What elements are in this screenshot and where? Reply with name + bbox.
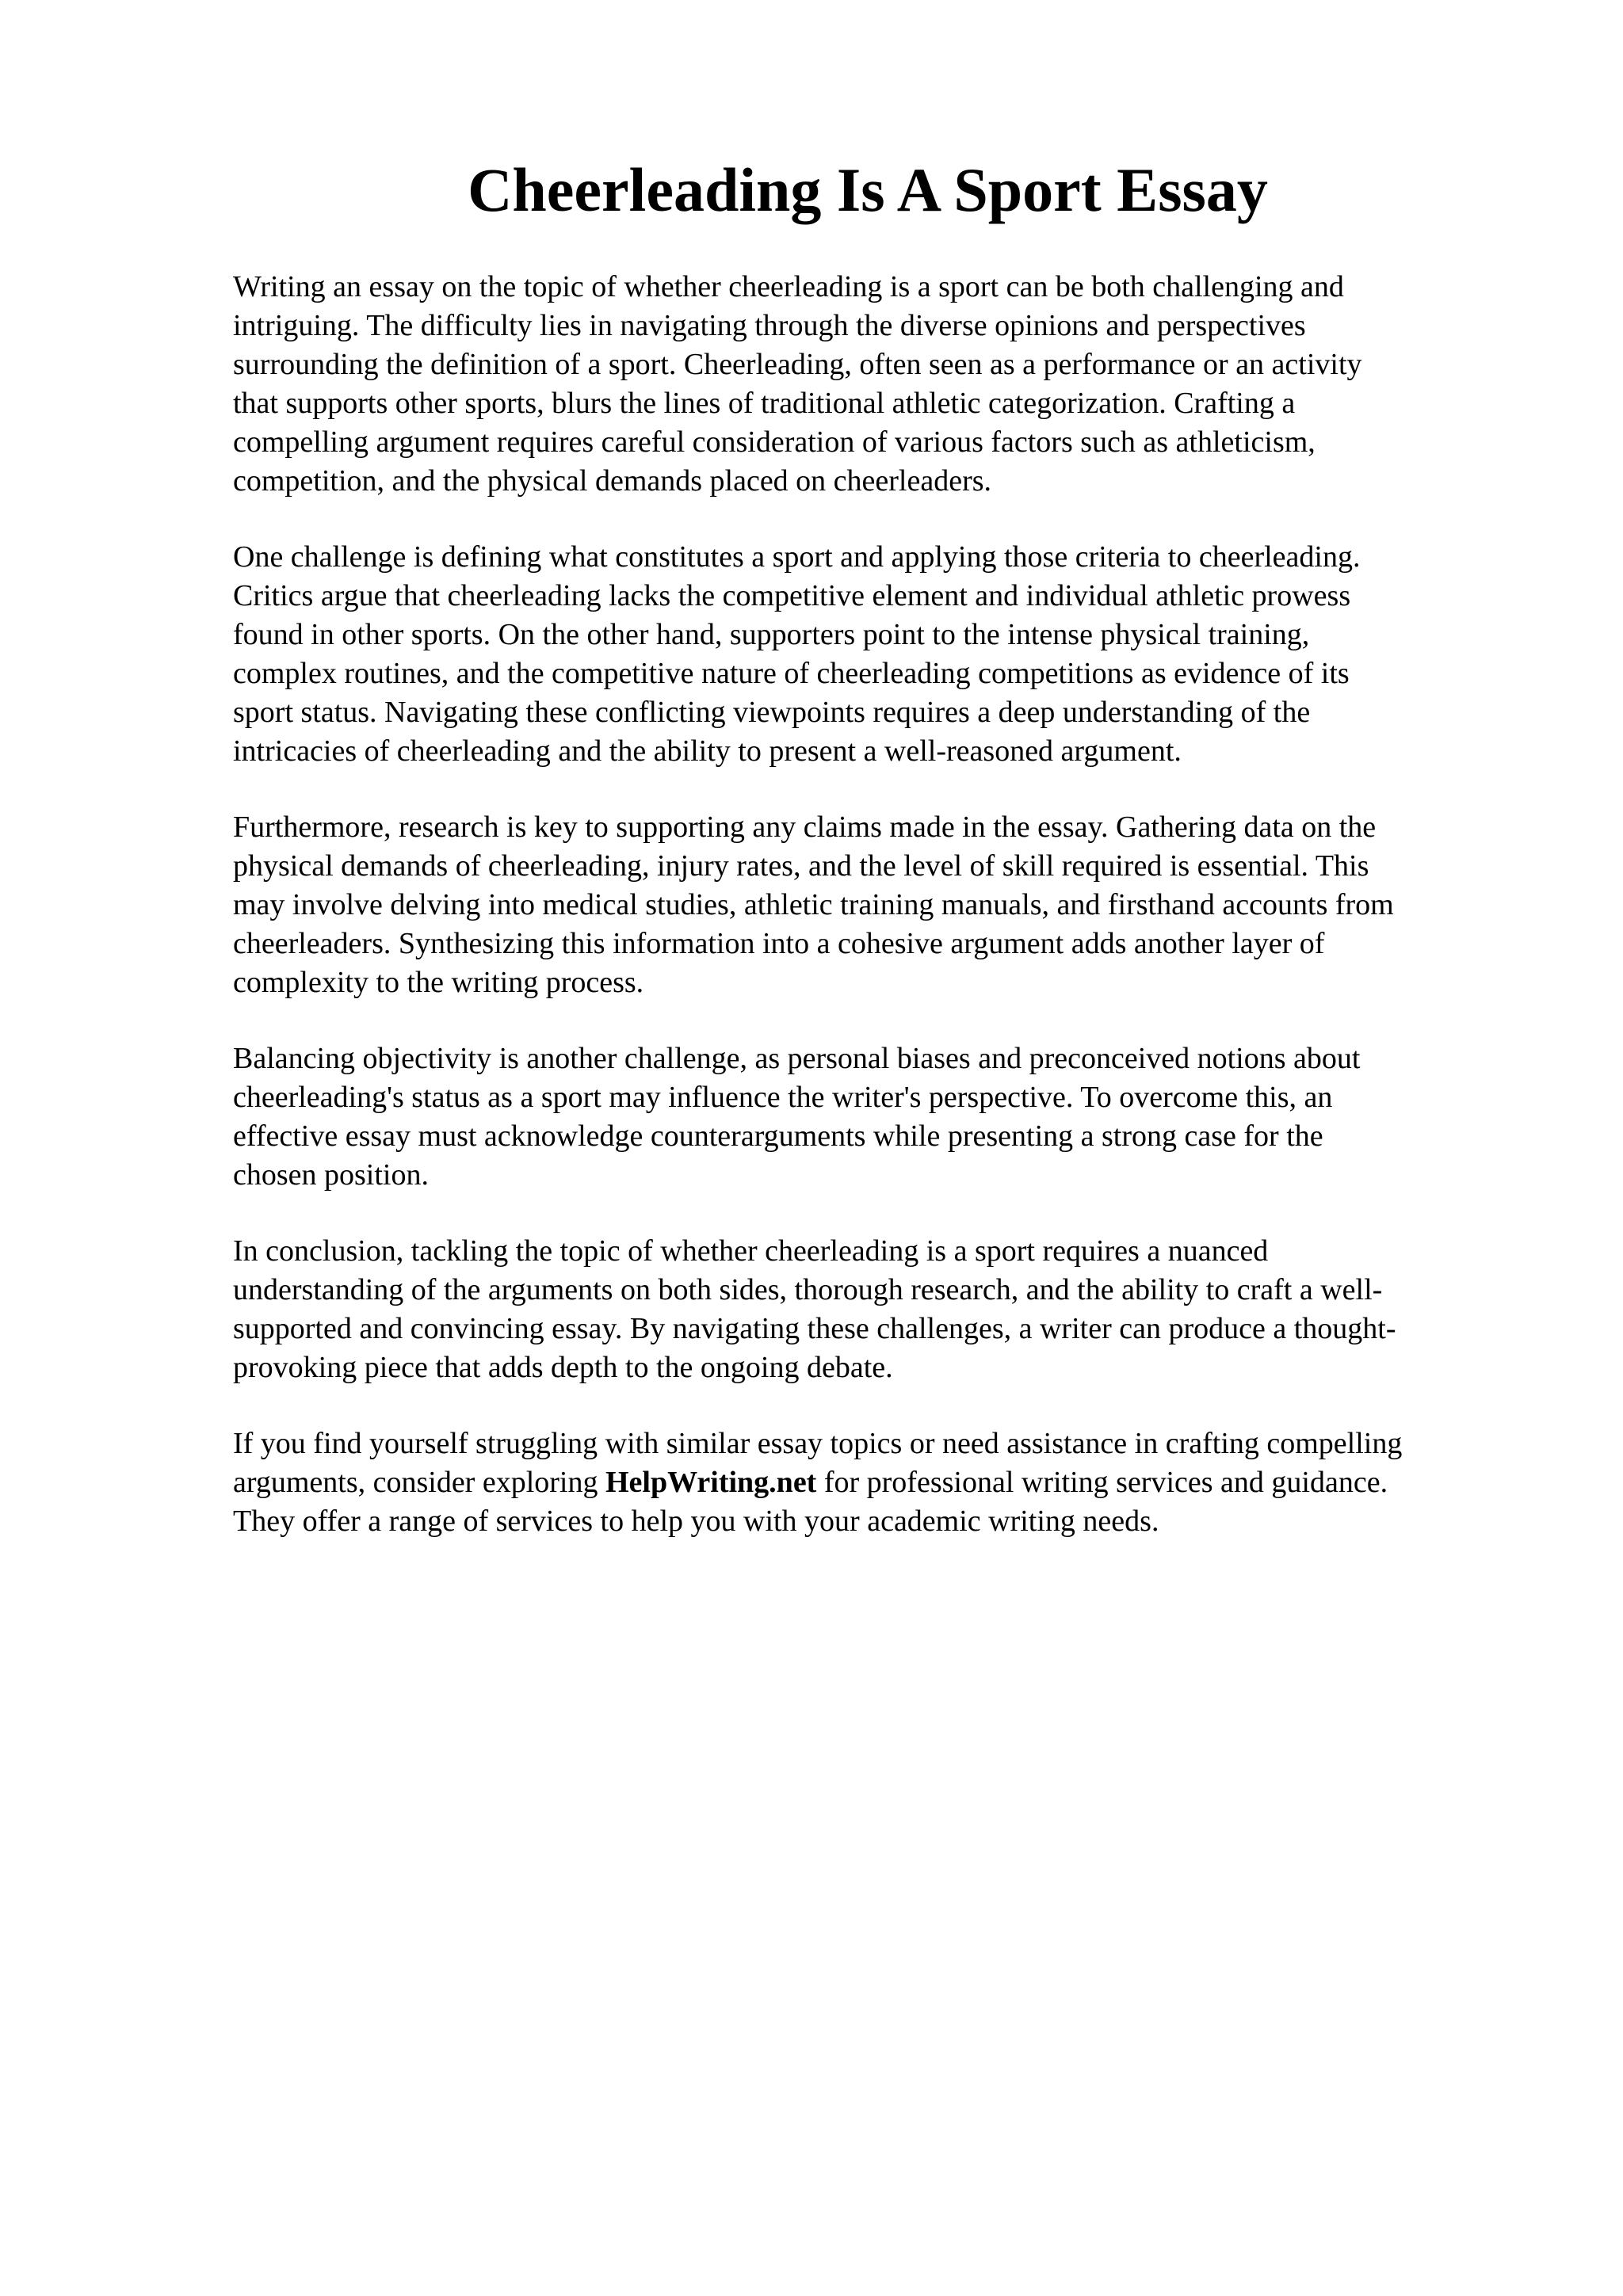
text-line: effective essay must acknowledge counterarguments while presenting a strong case for the [233,1119,1323,1153]
paragraph-2 [233,538,1517,771]
text-line: complex routines, and the competitive nature of cheerleading competitions as evidence of its [233,657,1350,690]
text-line: compelling argument requires careful consideration of various factors such as athleticism, [233,425,1316,459]
text-line: They offer a range of services to help you with your academic writing needs. [233,1505,1159,1538]
text-line: intriguing. The difficulty lies in navigating through the diverse opinions and perspectives [233,309,1306,342]
text-line: complexity to the writing process. [233,966,644,999]
text-line: Critics argue that cheerleading lacks the competitive element and individual athletic prowess [233,579,1351,612]
text-line: understanding of the arguments on both sides, thorough research, and the ability to craft a well- [233,1273,1383,1306]
text-line: cheerleading's status as a sport may influence the writer's perspective. To overcome this, an [233,1081,1333,1114]
closing-text-after-link: for professional writing services and guidance. [816,1466,1388,1499]
text-line: One challenge is defining what constitutes a sport and applying those criteria to cheerleading. [233,540,1361,574]
paragraph-3 [233,808,1517,1002]
text-line: intricacies of cheerleading and the ability to present a well-reasoned argument. [233,734,1182,768]
paragraph-1 [233,268,1517,501]
text-line: Balancing objectivity is another challenge, as personal biases and preconceived notions about [233,1042,1361,1075]
text-line: supported and convincing essay. By navigating these challenges, a writer can produce a thought- [233,1312,1396,1345]
text-line: sport status. Navigating these conflicting viewpoints requires a deep understanding of the [233,696,1311,729]
text-line: found in other sports. On the other hand, supporters point to the intense physical training, [233,618,1310,651]
document-title: Cheerleading Is A Sport Essay [468,155,1268,224]
paragraph-5 [233,1232,1517,1387]
document-body [233,268,1517,1578]
text-line: provoking piece that adds depth to the ongoing debate. [233,1351,893,1384]
text-line: surrounding the definition of a sport. Cheerleading, often seen as a performance or an activity [233,348,1362,381]
text-line: If you find yourself struggling with similar essay topics or need assistance in crafting compelling [233,1427,1403,1460]
text-line: chosen position. [233,1158,429,1192]
text-line: that supports other sports, blurs the lines of traditional athletic categorization. Crafting a [233,387,1296,420]
paragraph-4 [233,1039,1517,1195]
text-line: Furthermore, research is key to supporting any claims made in the essay. Gathering data on the [233,810,1377,844]
helpwriting-link[interactable]: HelpWriting.net [605,1466,817,1499]
text-line: physical demands of cheerleading, injury rates, and the level of skill required is essential. This [233,849,1369,883]
text-line: Writing an essay on the topic of whether cheerleading is a sport can be both challenging and [233,270,1344,303]
text-line: may involve delving into medical studies, athletic training manuals, and firsthand accounts from [233,888,1394,921]
text-line: competition, and the physical demands placed on cheerleaders. [233,464,992,498]
closing-text-before-link: arguments, consider exploring [233,1466,605,1499]
text-line: In conclusion, tackling the topic of whether cheerleading is a sport requires a nuanced [233,1234,1269,1268]
text-line [233,1463,1517,1502]
closing-paragraph [233,1425,1517,1541]
text-line: cheerleaders. Synthesizing this information into a cohesive argument adds another layer of [233,927,1325,960]
